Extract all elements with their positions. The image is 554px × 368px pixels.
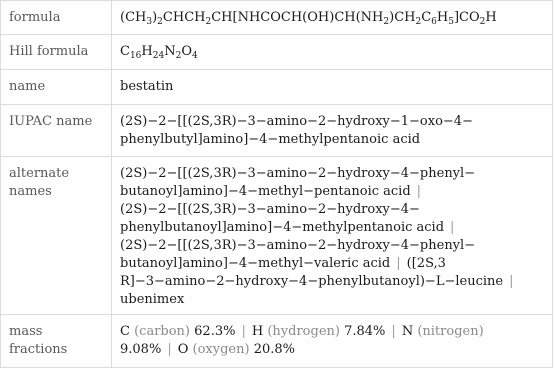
hill-subscript: 4 [191,51,198,61]
formula-subscript: 2 [157,17,163,27]
mass-line [120,323,544,341]
formula-part: ]CO [453,10,480,25]
row-label-name: name [1,70,112,105]
table-row-alternate-names [1,157,553,315]
table-row-mass-fractions [1,315,553,368]
hill-part: H [141,44,153,59]
hill-subscript: 16 [129,51,142,61]
row-label-alternate-names: alternate names [1,157,112,315]
hill-subscript: 2 [175,51,182,61]
table-row-formula [1,1,553,35]
formula-subscript: 2 [383,17,390,27]
iupac-line: (2S)−2−[[(2S,3R)−3−amino−2−hydroxy−1−oxo−4− [120,114,473,129]
mass-fractions-value [112,315,553,368]
formula-part: ) [152,10,158,25]
element-symbol: C [120,324,130,339]
formula-subscript: 2 [479,17,486,27]
alt-name-text: butanoyl]amino]−4−methyl−valeric acid [120,256,391,271]
formula-part: H [436,10,449,25]
element-name: (hydrogen) [267,324,340,339]
formula-subscript: 3 [146,17,153,27]
element-name: (oxygen) [192,342,250,357]
element-symbol: H [251,324,264,339]
iupac-line: phenylbutyl]amino]−4−methylpentanoic acid [120,132,421,147]
element-fraction: 20.8% [253,342,296,357]
element-name: (carbon) [134,324,191,339]
alt-name-line: (2S)−2−[[(2S,3R)−3−amino−2−hydroxy−4−phenyl− [120,238,476,253]
row-label-iupac-name: IUPAC name [1,105,112,157]
separator: | [396,256,401,271]
element-fraction: 9.08% [120,342,162,357]
table-row-name [1,70,553,105]
separator: | [450,220,455,235]
separator: | [391,324,396,339]
hill-part: C [120,44,130,59]
row-label-mass-fractions: mass fractions [1,315,112,368]
formula-part: (CH [120,10,147,25]
row-label-formula: formula [1,1,112,35]
alt-name-text: ([2S,3 [406,256,446,271]
formula-subscript: 5 [448,17,454,27]
hill-part: N [164,44,176,59]
formula-part: CH[NHCOCH(OH)CH(NH [211,10,384,25]
alt-name-text: butanoyl]amino]−4−methyl−pentanoic acid [120,184,411,199]
hill-subscript: 24 [152,51,165,61]
mass-line [120,341,544,359]
alternate-names-value [112,157,553,315]
table-row-hill-formula [1,35,553,70]
element-symbol: N [401,324,414,339]
alt-name-text: phenylbutanoyl]amino]−4−methylpentanoic acid [120,220,445,235]
separator: | [167,342,172,357]
formula-part: )CH [389,10,416,25]
hill-formula-value [112,35,553,70]
separator: | [416,184,422,199]
element-symbol: O [177,342,189,357]
alt-name-text: R]−3−amino−2−hydroxy−4−phenylbutanoyl)−L−leucine [120,274,504,289]
alt-name-line [120,183,544,201]
formula-value [112,1,553,35]
hill-part: O [181,44,192,59]
separator: | [509,274,514,289]
formula-part: CHCH [162,10,206,25]
formula-subscript: 2 [205,17,212,27]
element-fraction: 62.3% [194,324,236,339]
iupac-name-value [112,105,553,157]
element-name: (nitrogen) [417,324,484,339]
alt-name-line: ubenimex [120,292,185,307]
formula-part: H [485,10,497,25]
alt-name-line [120,255,544,273]
alt-name-line [120,273,544,291]
row-label-hill-formula: Hill formula [1,35,112,70]
separator: | [241,324,246,339]
table-row-iupac-name [1,105,553,157]
alt-name-line: (2S)−2−[[(2S,3R)−3−amino−2−hydroxy−4−phenyl− [120,166,476,181]
formula-subscript: 2 [415,17,422,27]
name-value: bestatin [112,70,553,105]
formula-subscript: 6 [431,17,437,27]
formula-part: C [421,10,432,25]
alt-name-line: (2S)−2−[[(2S,3R)−3−amino−2−hydroxy−4− [120,202,420,217]
element-fraction: 7.84% [344,324,386,339]
alt-name-line [120,219,544,237]
